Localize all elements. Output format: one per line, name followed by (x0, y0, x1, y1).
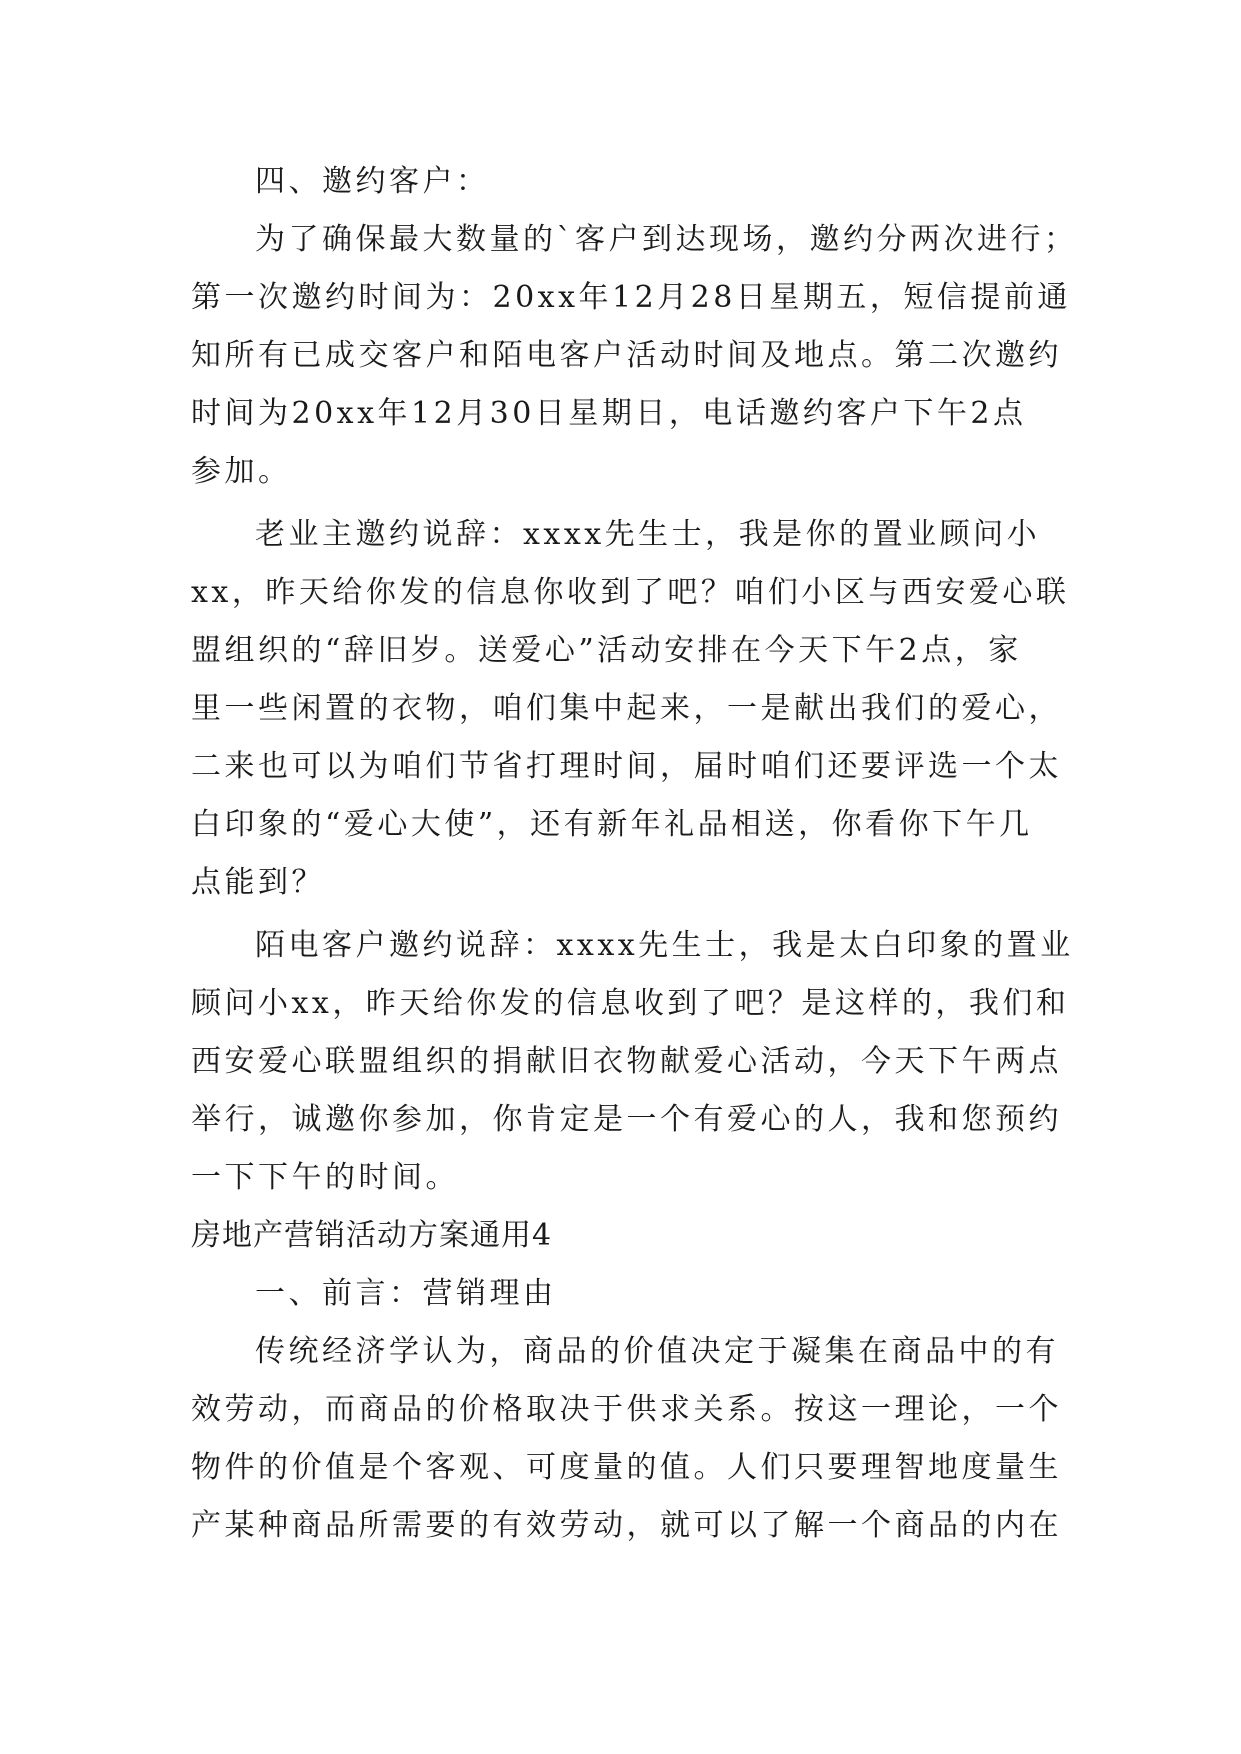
paragraph-line: 顾问小xx，昨天给你发的信息收到了吧？是这样的，我们和 (191, 986, 1070, 1021)
paragraph-line: 为了确保最大数量的`客户到达现场，邀约分两次进行； (255, 222, 1078, 257)
paragraph-line: 知所有已成交客户和陌电客户活动时间及地点。第二次邀约 (191, 338, 1062, 373)
paragraph-line: 白印象的“爱心大使”，还有新年礼品相送，你看你下午几 (191, 807, 1033, 842)
paragraph-line: xx，昨天给你发的信息你收到了吧？咱们小区与西安爱心联 (191, 575, 1070, 610)
paragraph-line: 举行，诚邀你参加，你肯定是一个有爱心的人，我和您预约 (191, 1102, 1062, 1137)
paragraph-line: 一下下午的时间。 (191, 1160, 459, 1195)
section-heading-preface: 一、前言：营销理由 (255, 1276, 557, 1311)
paragraph-line: 点能到？ (191, 865, 325, 900)
paragraph-line: 物件的价值是个客观、可度量的值。人们只要理智地度量生 (191, 1450, 1062, 1485)
paragraph-line: 第一次邀约时间为：20xx年12月28日星期五，短信提前通 (191, 280, 1071, 315)
paragraph-line: 里一些闲置的衣物，咱们集中起来，一是献出我们的爱心， (191, 691, 1062, 726)
paragraph-line: 老业主邀约说辞：xxxx先生士，我是你的置业顾问小 (255, 517, 1041, 552)
paragraph-line: 产某种商品所需要的有效劳动，就可以了解一个商品的内在 (191, 1508, 1062, 1543)
paragraph-line: 盟组织的“辞旧岁。送爱心”活动安排在今天下午2点，家 (191, 633, 1022, 668)
section-heading-invite-customers: 四、邀约客户： (255, 164, 490, 199)
paragraph-line: 时间为20xx年12月30日星期日，电话邀约客户下午2点 (191, 396, 1027, 431)
paragraph-line: 参加。 (191, 454, 292, 489)
paragraph-line: 西安爱心联盟组织的捐献旧衣物献爱心活动，今天下午两点 (191, 1044, 1062, 1079)
paragraph-line: 陌电客户邀约说辞：xxxx先生士，我是太白印象的置业 (255, 928, 1074, 963)
paragraph-line: 传统经济学认为，商品的价值决定于凝集在商品中的有 (255, 1334, 1059, 1369)
paragraph-line: 效劳动，而商品的价格取决于供求关系。按这一理论，一个 (191, 1392, 1062, 1427)
paragraph-line: 二来也可以为咱们节省打理时间，届时咱们还要评选一个太 (191, 749, 1062, 784)
document-section-title: 房地产营销活动方案通用4 (191, 1218, 553, 1253)
